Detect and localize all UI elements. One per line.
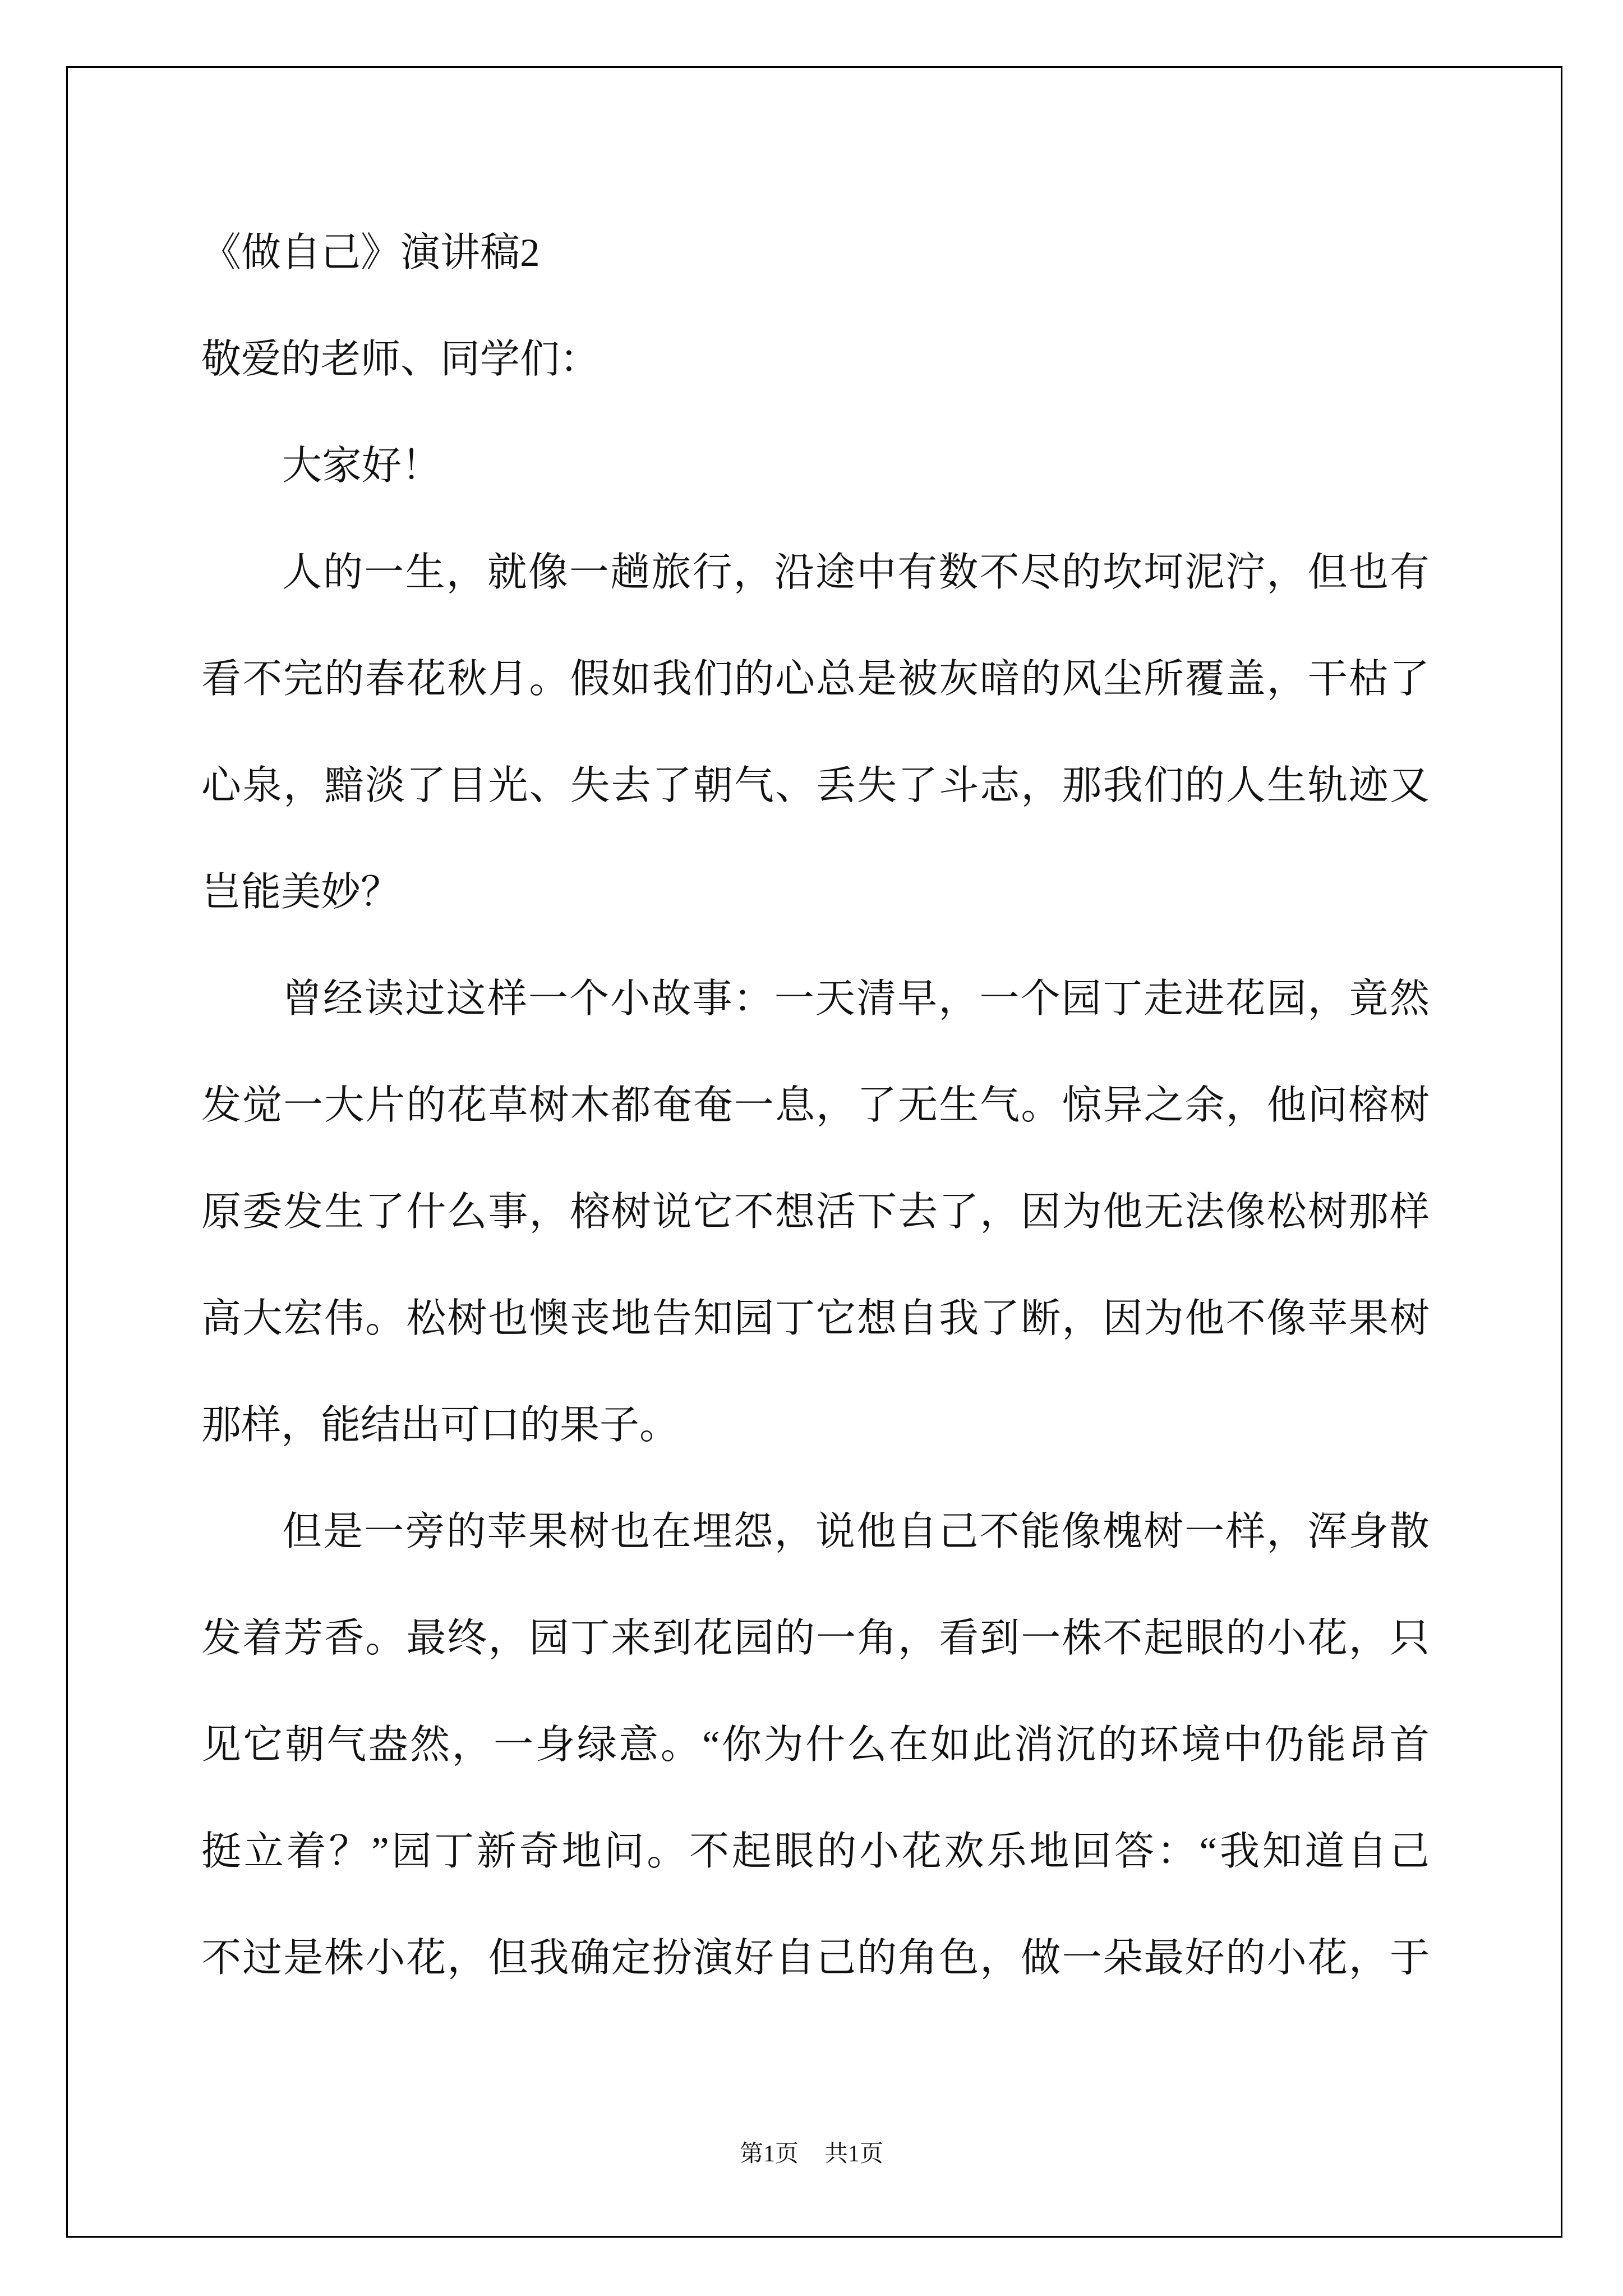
paragraph-line: 看不完的春花秋月。假如我们的心总是被灰暗的风尘所覆盖，干枯了 xyxy=(201,657,1430,701)
paragraph-line: 曾经读过这样一个小故事：一天清早，一个园丁走进花园，竟然 xyxy=(282,977,1430,1021)
paragraph-line: 挺立着？”园丁新奇地问。不起眼的小花欢乐地回答：“我知道自己 xyxy=(201,1830,1430,1874)
paragraph xyxy=(201,519,1430,946)
paragraph-line: 岂能美妙？ xyxy=(201,871,401,914)
salutation: 敬爱的老师、同学们： xyxy=(201,338,600,381)
page-number-total: 共1页 xyxy=(824,2141,884,2167)
page-number-current: 第1页 xyxy=(739,2141,799,2167)
paragraph xyxy=(201,946,1430,1479)
paragraph-line: 大家好！ xyxy=(282,444,442,488)
paragraph-line: 不过是株小花，但我确定扮演好自己的角色，做一朵最好的小花，于 xyxy=(201,1936,1430,1980)
paragraph-line: 但是一旁的苹果树也在埋怨，说他自己不能像槐树一样，浑身散 xyxy=(282,1510,1430,1554)
document-body xyxy=(201,200,1430,2012)
paragraph-line: 心泉，黯淡了目光、失去了朝气、丢失了斗志，那我们的人生轨迹又 xyxy=(201,764,1430,808)
paragraph-line: 原委发生了什么事，榕树说它不想活下去了，因为他无法像松树那样 xyxy=(201,1190,1430,1234)
document-title: 《做自己》演讲稿2 xyxy=(201,231,540,275)
paragraph-line: 发着芳香。最终，园丁来到花园的一角，看到一株不起眼的小花，只 xyxy=(201,1617,1430,1660)
paragraph-line: 发觉一大片的花草树木都奄奄一息，了无生气。惊异之余，他问榕树 xyxy=(201,1084,1430,1128)
paragraph-line: 高大宏伟。松树也懊丧地告知园丁它想自我了断，因为他不像苹果树 xyxy=(201,1297,1430,1341)
paragraph xyxy=(201,1479,1430,2012)
page-footer xyxy=(0,2140,1623,2168)
paragraph xyxy=(201,413,1430,519)
paragraph-line: 那样，能结出可口的果子。 xyxy=(201,1404,680,1447)
paragraph-line: 人的一生，就像一趟旅行，沿途中有数不尽的坎坷泥泞，但也有 xyxy=(282,551,1430,595)
paragraph-line: 见它朝气盎然，一身绿意。“你为什么在如此消沉的环境中仍能昂首 xyxy=(201,1723,1430,1767)
